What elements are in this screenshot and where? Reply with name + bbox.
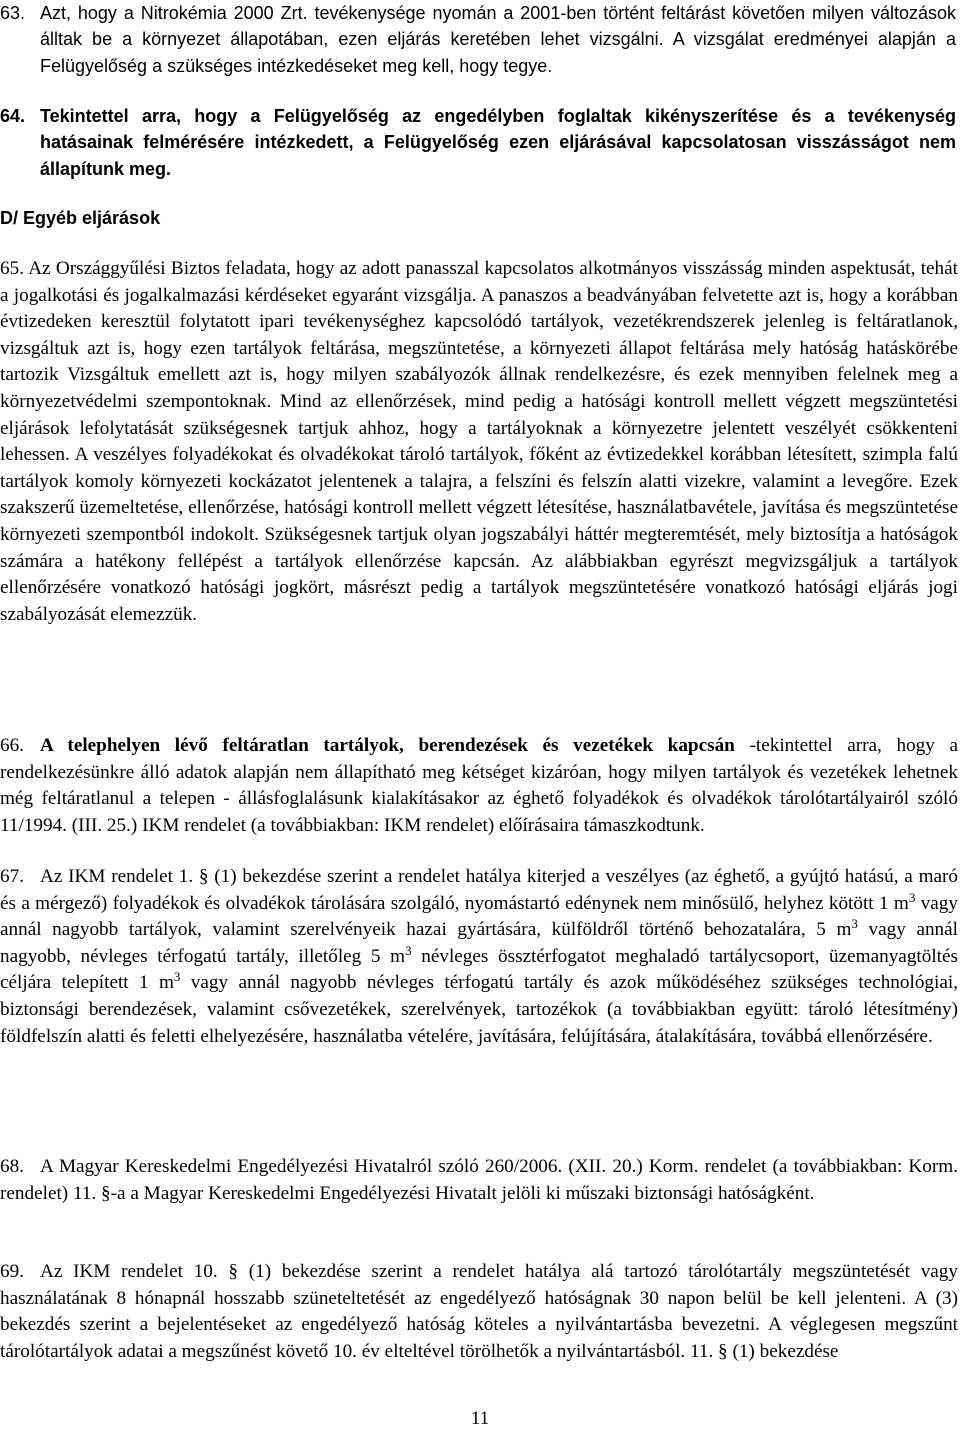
superscript: 3 — [173, 969, 181, 985]
paragraph-text: -tekintettel arra, hogy a rendelkezésünkre álló adatok alapján nem állapítható meg kétséget kizáróan, hogy milyen tartályok és vezetékek lehetnek még feltáratlanul a telepen - állásfoglalásunk kialakításakor az éghető folyadékok és olvadékok tárolótartályairól szóló 11/1994. (III. 25.) IKM rendelet (a továbbiakban: IKM rendelet) előírásaira támaszkodtunk. — [0, 735, 958, 836]
paragraph-text-part: Az IKM rendelet 1. § (1) bekezdése szerint a rendelet hatálya kiterjed a veszélyes (az éghető, a gyújtó hatású, a maró és a mérgező) folyadékok és olvadékok tárolására szolgáló, nyomástartó edénynek nem minősülő, helyhez kötött 1 m — [0, 866, 958, 914]
section-heading: D/ Egyéb eljárások — [0, 208, 161, 228]
paragraph-number: 68. — [0, 1156, 24, 1177]
paragraph-65 — [0, 256, 958, 628]
paragraph-63 — [0, 0, 956, 79]
paragraph-text-part: vagy annál nagyobb, névleges térfogatú tartály, illetőleg 5 m — [0, 919, 958, 967]
paragraph-66 — [0, 733, 958, 839]
paragraph-bold-lead: A telephelyen lévő feltáratlan tartályok, berendezések és vezetékek kapcsán — [40, 735, 735, 756]
paragraph-number: 65. — [0, 258, 24, 279]
paragraph-68 — [0, 1154, 958, 1207]
paragraph-number: 63. — [0, 3, 26, 23]
paragraph-text: Az Országgyűlési Biztos feladata, hogy az adott panasszal kapcsolatos alkotmányos visszásság minden aspektusát, tehát a jogalkotási és jogalkalmazási kérdéseket egyaránt vizsgálja. A panaszos a beadványában felvetette azt is, hogy a korábban évtizedeken keresztül folytatott ipari tevékenységhez kapcsolódó tartályok, vezetékrendszerek jelenleg is feltáratlanok, vizsgáltuk azt is, hogy ezen tartályok feltárása, megszüntetése, a környezeti állapot feltárása mely hatóság hatáskörébe tartozik Vizsgáltuk emellett azt is, hogy milyen szabályozók állnak rendelkezésre, és ezek mennyiben felelnek meg a környezetvédelmi szempontoknak. Mind az ellenőrzések, mind pedig a hatósági kontroll mellett végzett megszüntetési eljárások lefolytatását szükségesnek tartjuk ahhoz, hogy a tartályoknak a környezetre jelentett veszélyét csökkenteni lehessen. A veszélyes folyadékokat és olvadékokat tároló tartályok, főként az évtizedekkel korábban létesített, szimpla falú tartályok komoly környezeti kockázatot jelentenek a talajra, a felszíni és felszín alatti vizekre, valamint a levegőre. Ezek szakszerű üzemeltetése, ellenőrzése, hatósági kontroll mellett végzett létesítése, használatbavétele, javítása és megszüntetése környezeti szempontból indokolt. Szükségesnek tartjuk olyan jogszabályi háttér megteremtését, mely biztosítja a hatóságok számára a hatékony fellépést a tartályok ellenőrzése kapcsán. Az alábbiakban egyrészt megvizsgáljuk a tartályok ellenőrzésére vonatkozó hatósági jogkört, másrészt pedig a tartályok megszüntetésére vonatkozó hatósági eljárás jogi szabályozását elemezzük. — [0, 258, 958, 625]
superscript: 3 — [405, 942, 412, 958]
paragraph-text-part: vagy annál nagyobb névleges térfogatú tartály és azok működéséhez szükséges technológiai, biztonsági berendezések, valamint csővezetékek, szerelvények, tartozékok (a továbbiakban együtt: tároló létesítmény) földfelszín alatti és feletti elhelyezésére, használatba vételére, javítására, felújítására, átalakítására, továbbá ellenőrzésére. — [0, 972, 958, 1047]
paragraph-text: Tekintettel arra, hogy a Felügyelőség az engedélyben foglaltak kikényszerítése és a tevékenység hatásainak felmérésére intézkedett, a Felügyelőség ezen eljárásával kapcsolatosan visszásságot nem állapítunk meg. — [40, 106, 956, 179]
paragraph-69 — [0, 1259, 958, 1365]
superscript: 3 — [908, 889, 916, 905]
paragraph-text: Azt, hogy a Nitrokémia 2000 Zrt. tevékenysége nyomán a 2001-ben történt feltárást követően milyen változások álltak be a környezet állapotában, ezen eljárás keretében lehet vizsgálni. A vizsgálat eredményei alapján a Felügyelőség a szükséges intézkedéseket meg kell, hogy tegye. — [40, 3, 956, 76]
paragraph-67 — [0, 864, 958, 1050]
paragraph-text-part: vagy annál nagyobb tartályok, valamint szerelvényeik hazai gyártására, külföldről történő behozatalára, 5 m — [0, 892, 958, 941]
page-number: 11 — [470, 1408, 490, 1429]
paragraph-number: 67. — [0, 866, 24, 887]
paragraph-text-part: névleges össztérfogatot meghaladó tartálycsoport, üzemanyagtöltés céljára telepített 1 m — [0, 945, 958, 994]
paragraph-text: A Magyar Kereskedelmi Engedélyezési Hivatalról szóló 260/2006. (XII. 20.) Korm. rendelet (a továbbiakban: Korm. rendelet) 11. §-a a Magyar Kereskedelmi Engedélyezési Hivatalt jelöli ki műszaki biztonsági hatóságként. — [0, 1156, 958, 1204]
paragraph-text: Az IKM rendelet 10. § (1) bekezdése szerint a rendelet hatálya alá tartozó tárolótartály megszüntetését vagy használatának 8 hónapnál hosszabb szüneteltetését az engedélyező hatóságnak 30 napon belül be kell jelenteni. A (3) bekezdés szerint a bejelentéseket az engedélyező hatóság köteles a nyilvántartásba bevezetni. A véglegesen megszűnt tárolótartályok adatai a megszűnést követő 10. év elteltével törölhetők a nyilvántartásból. 11. § (1) bekezdése — [0, 1261, 958, 1362]
paragraph-number: 64. — [0, 106, 26, 126]
paragraph-64 — [0, 103, 956, 182]
paragraph-number: 66. — [0, 735, 24, 756]
paragraph-number: 69. — [0, 1261, 24, 1282]
superscript: 3 — [851, 916, 858, 932]
